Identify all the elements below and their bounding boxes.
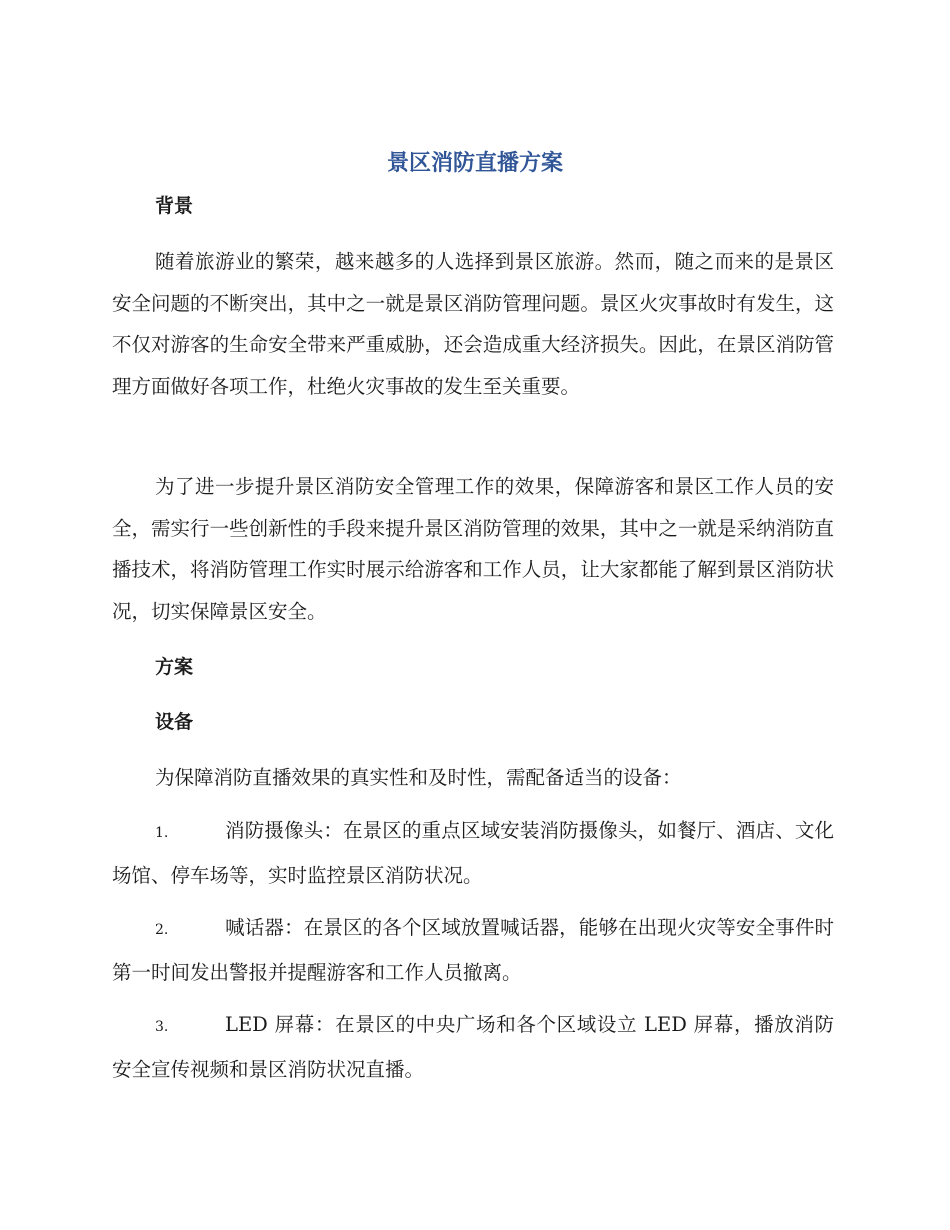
- list-item-number: 2.: [155, 922, 169, 938]
- list-item: [112, 907, 834, 993]
- equipment-intro-paragraph: 为保障消防直播效果的真实性和及时性，需配备适当的设备：: [155, 766, 682, 789]
- background-paragraph-2: 为了进一步提升景区消防安全管理工作的效果，保障游客和景区工作人员的安全，需实行一些创新性的手段来提升景区消防管理的效果，其中之一就是采纳消防直播技术，将消防管理工作实时展示给游客和工作人员，让大家都能了解到景区消防状况，切实保障景区安全。: [112, 475, 834, 623]
- list-item: [112, 1004, 834, 1090]
- list-item-text: 消防摄像头：在景区的重点区域安装消防摄像头，如餐厅、酒店、文化场馆、停车场等，实时监控景区消防状况。: [112, 819, 834, 887]
- section-heading-equipment: 设备: [155, 711, 194, 733]
- list-item-number: 1.: [155, 825, 169, 841]
- list-item: [112, 810, 834, 896]
- list-item-number: 3.: [155, 1019, 169, 1035]
- section-heading-background: 背景: [155, 195, 194, 217]
- list-item-text: LED 屏幕：在景区的中央广场和各个区域设立 LED 屏幕，播放消防安全宣传视频和景区消防状况直播。: [112, 1013, 834, 1081]
- background-paragraph-1: 随着旅游业的繁荣，越来越多的人选择到景区旅游。然而，随之而来的是景区安全问题的不断突出，其中之一就是景区消防管理问题。景区火灾事故时有发生，这不仅对游客的生命安全带来严重威胁，还会造成重大经济损失。因此，在景区消防管理方面做好各项工作，杜绝火灾事故的发生至关重要。: [112, 250, 834, 398]
- list-item-text: 喊话器：在景区的各个区域放置喊话器，能够在出现火灾等安全事件时第一时间发出警报并提醒游客和工作人员撤离。: [112, 916, 834, 984]
- section-heading-plan: 方案: [155, 656, 194, 678]
- document-title: 景区消防直播方案: [386, 151, 563, 176]
